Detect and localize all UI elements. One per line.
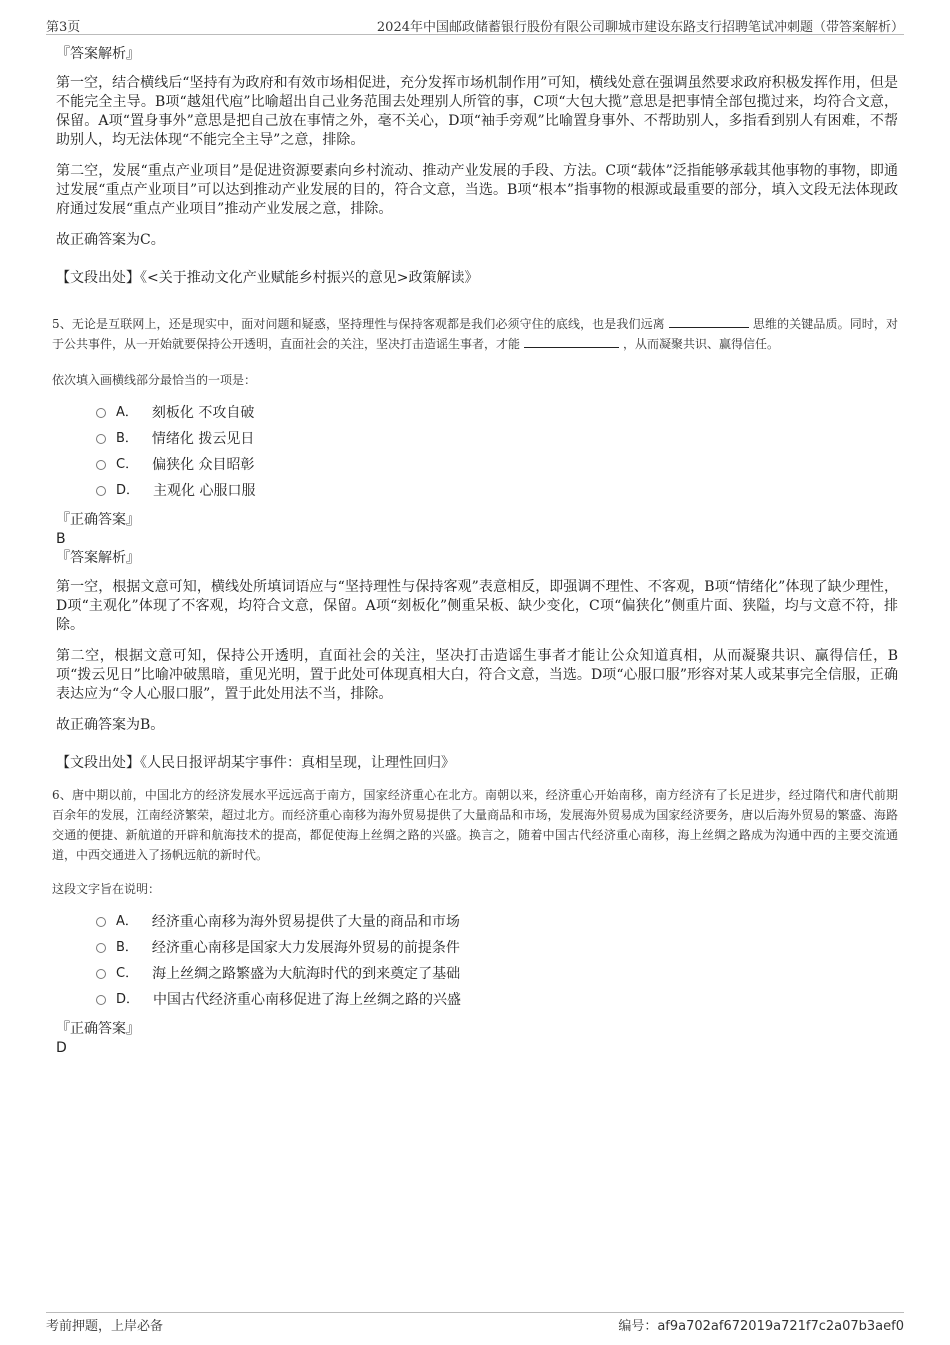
q5-text-part2: 思维的关键品质。同时，对于公共事件，从一开始就要保持公开透明，直面社会的关注，坚决打击造谣生事者，才能 [52,317,898,351]
q5-options [96,400,898,504]
option-letter: B． [116,431,138,446]
q4-analysis-paragraph-1: 第一空，结合横线后“坚持有为政府和有效市场相促进，充分发挥市场机制作用”可知，横线处意在强调虽然要求政府积极发挥作用，但是不能完全主导。B项“越俎代庖”比喻超出自己业务范围去处理别人所管的事，C项“大包大揽”意思是把事情全部包揽过来，均符合文意，保留。A项“置身事外”意思是把自己放在事情之外，毫不关心，D项“袖手旁观”比喻置身事外、不帮助别人，多指看到别人有困难，不帮助别人，均无法体现“不能完全主导”之意，排除。 [56,75,898,148]
q5-analysis-label: 『答案解析』 [56,550,140,566]
q6-correct-label: 『正确答案』 [56,1021,140,1037]
q4-analysis-conclusion: 故正确答案为C。 [56,232,165,248]
radio-icon[interactable] [96,943,106,953]
code-value: af9a702af672019a721f7c2a07b3aef0 [657,1319,904,1334]
radio-icon[interactable] [96,434,106,444]
document-title: 2024年中国邮政储蓄银行股份有限公司聊城市建设东路支行招聘笔试冲刺题（带答案解析） [376,20,904,35]
document-code [618,1315,904,1334]
q5-text-part1: 5、无论是互联网上，还是现实中，面对问题和疑惑，坚持理性与保持客观都是我们必须守住的底线，也是我们远离 [52,317,665,331]
option-text: 主观化 心服口服 [153,483,256,499]
option-letter: A． [116,405,138,420]
q5-question-text [52,314,898,354]
option-text: 情绪化 拨云见日 [151,431,255,447]
radio-icon[interactable] [96,995,106,1005]
q5-correct-answer: B [56,531,66,547]
q5-correct-label: 『正确答案』 [56,512,140,528]
radio-icon[interactable] [96,460,106,470]
q6-option-d[interactable] [96,987,898,1013]
q5-text-part3: ，从而凝聚共识、赢得信任。 [623,337,780,351]
radio-icon[interactable] [96,408,106,418]
q6-option-b[interactable] [96,935,898,961]
q6-options [96,909,898,1013]
q4-analysis-label: 『答案解析』 [56,46,140,62]
option-text: 经济重心南移为海外贸易提供了大量的商品和市场 [151,914,460,930]
q5-option-d[interactable] [96,478,898,504]
radio-icon[interactable] [96,917,106,927]
option-letter: D． [116,483,140,498]
q6-correct-answer: D [56,1040,67,1056]
radio-icon[interactable] [96,969,106,979]
q4-analysis-paragraph-2: 第二空，发展“重点产业项目”是促进资源要素向乡村流动、推动产业发展的手段、方法。C项“载体”泛指能够承载其他事物的事物，即通过发展“重点产业项目”可以达到推动产业发展的目的，符合文意，当选。B项“根本”指事物的根源或最重要的部分，填入文段无法体现政府通过发展“重点产业项目”推动产业发展之意，排除。 [56,163,898,217]
q5-option-a[interactable] [96,400,898,426]
q4-source: 【文段出处】《<关于推动文化产业赋能乡村振兴的意见>政策解读》 [56,270,479,286]
option-text: 海上丝绸之路繁盛为大航海时代的到来奠定了基础 [152,966,461,982]
q5-blank-2 [524,335,619,348]
option-text: 中国古代经济重心南移促进了海上丝绸之路的兴盛 [153,992,462,1008]
q5-option-b[interactable] [96,426,898,452]
q6-question-text: 6、唐中期以前，中国北方的经济发展水平远远高于南方，国家经济重心在北方。南朝以来，经济重心开始南移，南方经济有了长足进步，经过隋代和唐代前期百余年的发展，江南经济繁荣，超过北方。而经济重心南移为海外贸易提供了大量商品和市场，发展海外贸易成为国家经济要务，唐以后海外贸易的繁盛、海路交通的便捷、新航道的开辟和航海技术的提高，都促使海上丝绸之路的兴盛。换言之，随着中国古代经济重心南移，海上丝绸之路成为沟通中西的主要交流通道，中西交通进入了扬帆远航的新时代。 [52,788,898,862]
q5-blank-1 [669,315,749,328]
q6-option-a[interactable] [96,909,898,935]
option-letter: C． [116,457,139,472]
footer-slogan: 考前押题，上岸必备 [46,1319,164,1334]
q5-analysis-conclusion: 故正确答案为B。 [56,717,165,733]
radio-icon[interactable] [96,486,106,496]
option-text: 偏狭化 众目昭彰 [152,457,255,473]
option-text: 刻板化 不攻自破 [151,405,255,421]
option-letter: C． [116,966,139,981]
q5-option-c[interactable] [96,452,898,478]
option-letter: D． [116,992,140,1007]
q5-analysis-paragraph-2: 第二空，根据文意可知，保持公开透明，直面社会的关注，坚决打击造谣生事者才能让公众知道真相，从而凝聚共识、赢得信任，B项“拨云见日”比喻冲破黑暗，重见光明，置于此处可体现真相大白，符合文意，当选。D项“心服口服”形容对某人或某事完全信服，正确表达应为“令人心服口服”，置于此处用法不当，排除。 [56,648,898,702]
option-letter: B． [116,940,138,955]
code-label: 编号： [618,1319,658,1334]
option-letter: A． [116,914,138,929]
page-content [52,44,898,1057]
q5-analysis-paragraph-1: 第一空，根据文意可知，横线处所填词语应与“坚持理性与保持客观”表意相反，即强调不理性、不客观，B项“情绪化”体现了缺少理性，D项“主观化”体现了不客观，均符合文意，保留。A项“刻板化”侧重呆板、缺少变化，C项“偏狭化”侧重片面、狭隘，均与文意不符，排除。 [56,579,898,633]
q6-prompt: 这段文字旨在说明： [52,882,161,896]
q5-prompt: 依次填入画横线部分最恰当的一项是： [52,373,257,387]
option-text: 经济重心南移是国家大力发展海外贸易的前提条件 [151,940,460,956]
page-header [46,14,904,35]
q5-source: 【文段出处】《人民日报评胡某宇事件：真相呈现，让理性回归》 [56,755,455,771]
q6-option-c[interactable] [96,961,898,987]
page-number: 第3页 [46,20,81,35]
page-footer [46,1312,904,1334]
